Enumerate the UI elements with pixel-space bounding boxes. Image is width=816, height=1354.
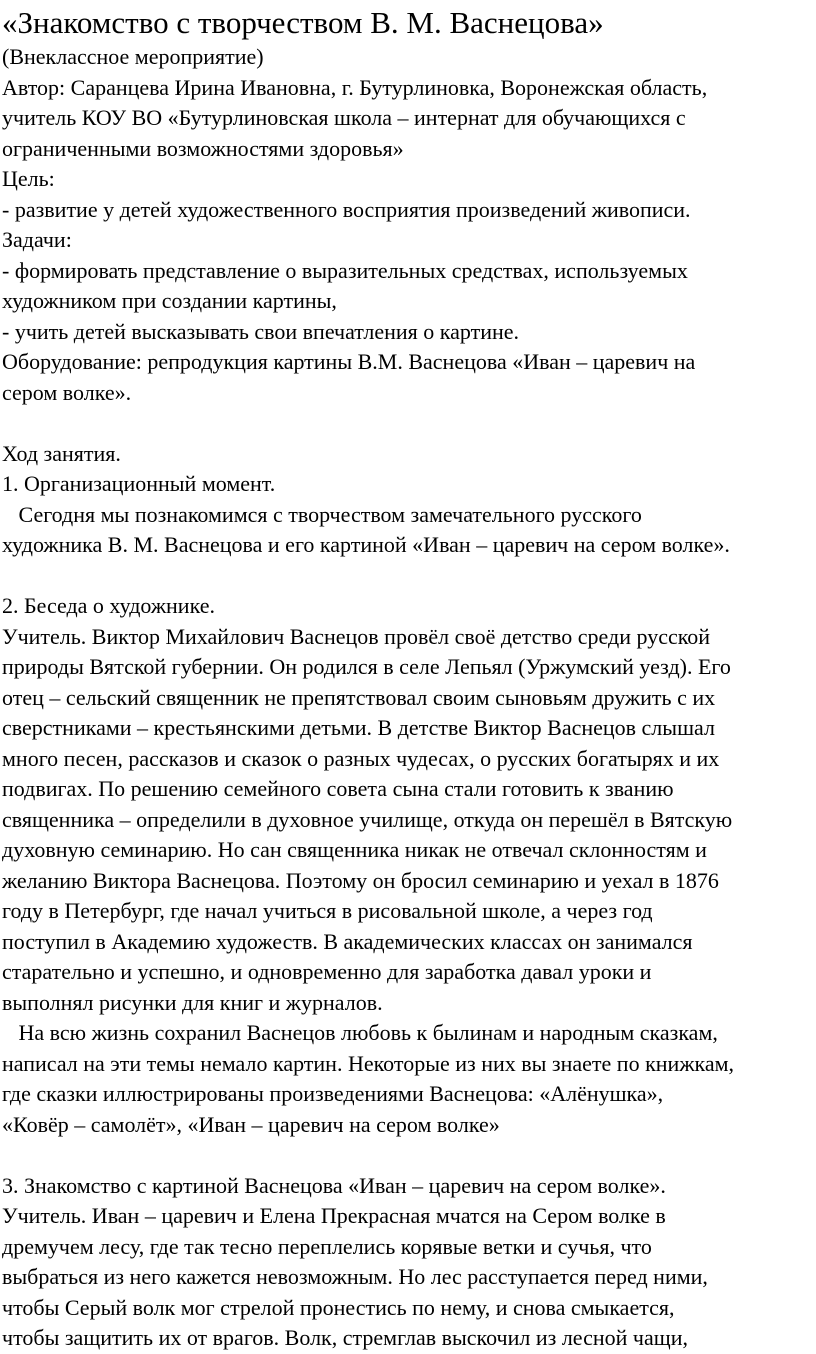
text-line: желанию Виктора Васнецова. Поэтому он бросил семинарию и уехал в 1876 [2,867,719,893]
text-line: учитель КОУ ВО «Бутурлиновская школа – интернат для обучающихся с [2,105,686,130]
document-body [2,42,816,1354]
text-line: выполнял рисунки для книг и журналов. [2,989,383,1015]
text-line: подвигах. По решению семейного совета сына стали готовить к званию [2,776,674,801]
text-line: сером волке». [2,379,132,405]
blank-line [2,561,816,592]
text-line: чтобы защитить их от врагов. Волк, стремглав выскочил из лесной чащи, [2,1325,688,1350]
text-line: 1. Организационный момент. [2,471,276,496]
text-line: художником при создании картины, [2,288,337,313]
text-line: сверстниками – крестьянскими детьми. В детстве Виктор Васнецов слышал [2,715,715,740]
text-line: Оборудование: репродукция картины В.М. Васнецова «Иван – царевич на [2,349,696,374]
text-line: «Ковёр – самолёт», «Иван – царевич на сером волке» [2,1111,500,1137]
text-line: много песен, рассказов и сказок о разных чудесах, о русских богатырях и их [2,745,720,771]
text-line: - формировать представление о выразительных средствах, используемых [2,257,688,283]
text-line: - развитие у детей художественного восприятия произведений живописи. [2,196,691,222]
text-line: выбраться из него кажется невозможным. Но лес расступается перед ними, [2,1264,708,1289]
text-line: природы Вятской губернии. Он родился в селе Лепьял (Уржумский уезд). Его [2,654,731,679]
text-line: 2. Беседа о художнике. [2,593,215,618]
blank-line [2,408,816,439]
blank-line [2,1140,816,1171]
text-line: Учитель. Виктор Михайлович Васнецов провёл своё детство среди русской [2,623,711,649]
text-line: где сказки иллюстрированы произведениями Васнецова: «Алёнушка», [2,1081,664,1106]
text-line: Ход занятия. [2,440,121,466]
text-line: (Внеклассное мероприятие) [2,44,264,69]
text-line: - учить детей высказывать свои впечатления о картине. [2,318,520,344]
text-line: дремучем лесу, где так тесно переплелись корявые ветки и сучья, что [2,1233,652,1259]
text-line: художника В. М. Васнецова и его картиной «Иван – царевич на сером волке». [2,532,730,557]
text-line: отец – сельский священник не препятствовал своим сыновьям дружить с их [2,684,716,710]
text-line: поступил в Академию художеств. В академических классах он занимался [2,928,693,954]
text-line: написал на эти темы немало картин. Некоторые из них вы знаете по книжкам, [2,1050,735,1076]
text-line: ограниченными возможностями здоровья» [2,135,404,161]
text-line: священника – определили в духовное училище, откуда он перешёл в Вятскую [2,806,733,832]
text-line: году в Петербург, где начал учиться в рисовальной школе, а через год [2,898,653,923]
text-line: Цель: [2,166,55,191]
text-line: чтобы Серый волк мог стрелой пронестись по нему, и снова смыкается, [2,1294,675,1320]
document-title: «Знакомство с творчеством В. М. Васнецова» [2,5,604,40]
text-line: старательно и успешно, и одновременно для заработка давал уроки и [2,959,652,984]
text-line: 3. Знакомство с картиной Васнецова «Иван – царевич на сером волке». [2,1172,666,1198]
text-line: Задачи: [2,227,72,252]
text-line: Сегодня мы познакомимся с творчеством замечательного русского [2,501,642,527]
text-line: На всю жизнь сохранил Васнецов любовь к былинам и народным сказкам, [2,1020,718,1045]
text-line: духовную семинарию. Но сан священника никак не отвечал склонностям и [2,837,707,862]
text-line: Автор: Саранцева Ирина Ивановна, г. Бутурлиновка, Воронежская область, [2,74,708,100]
text-line: Учитель. Иван – царевич и Елена Прекрасная мчатся на Сером волке в [2,1203,666,1228]
